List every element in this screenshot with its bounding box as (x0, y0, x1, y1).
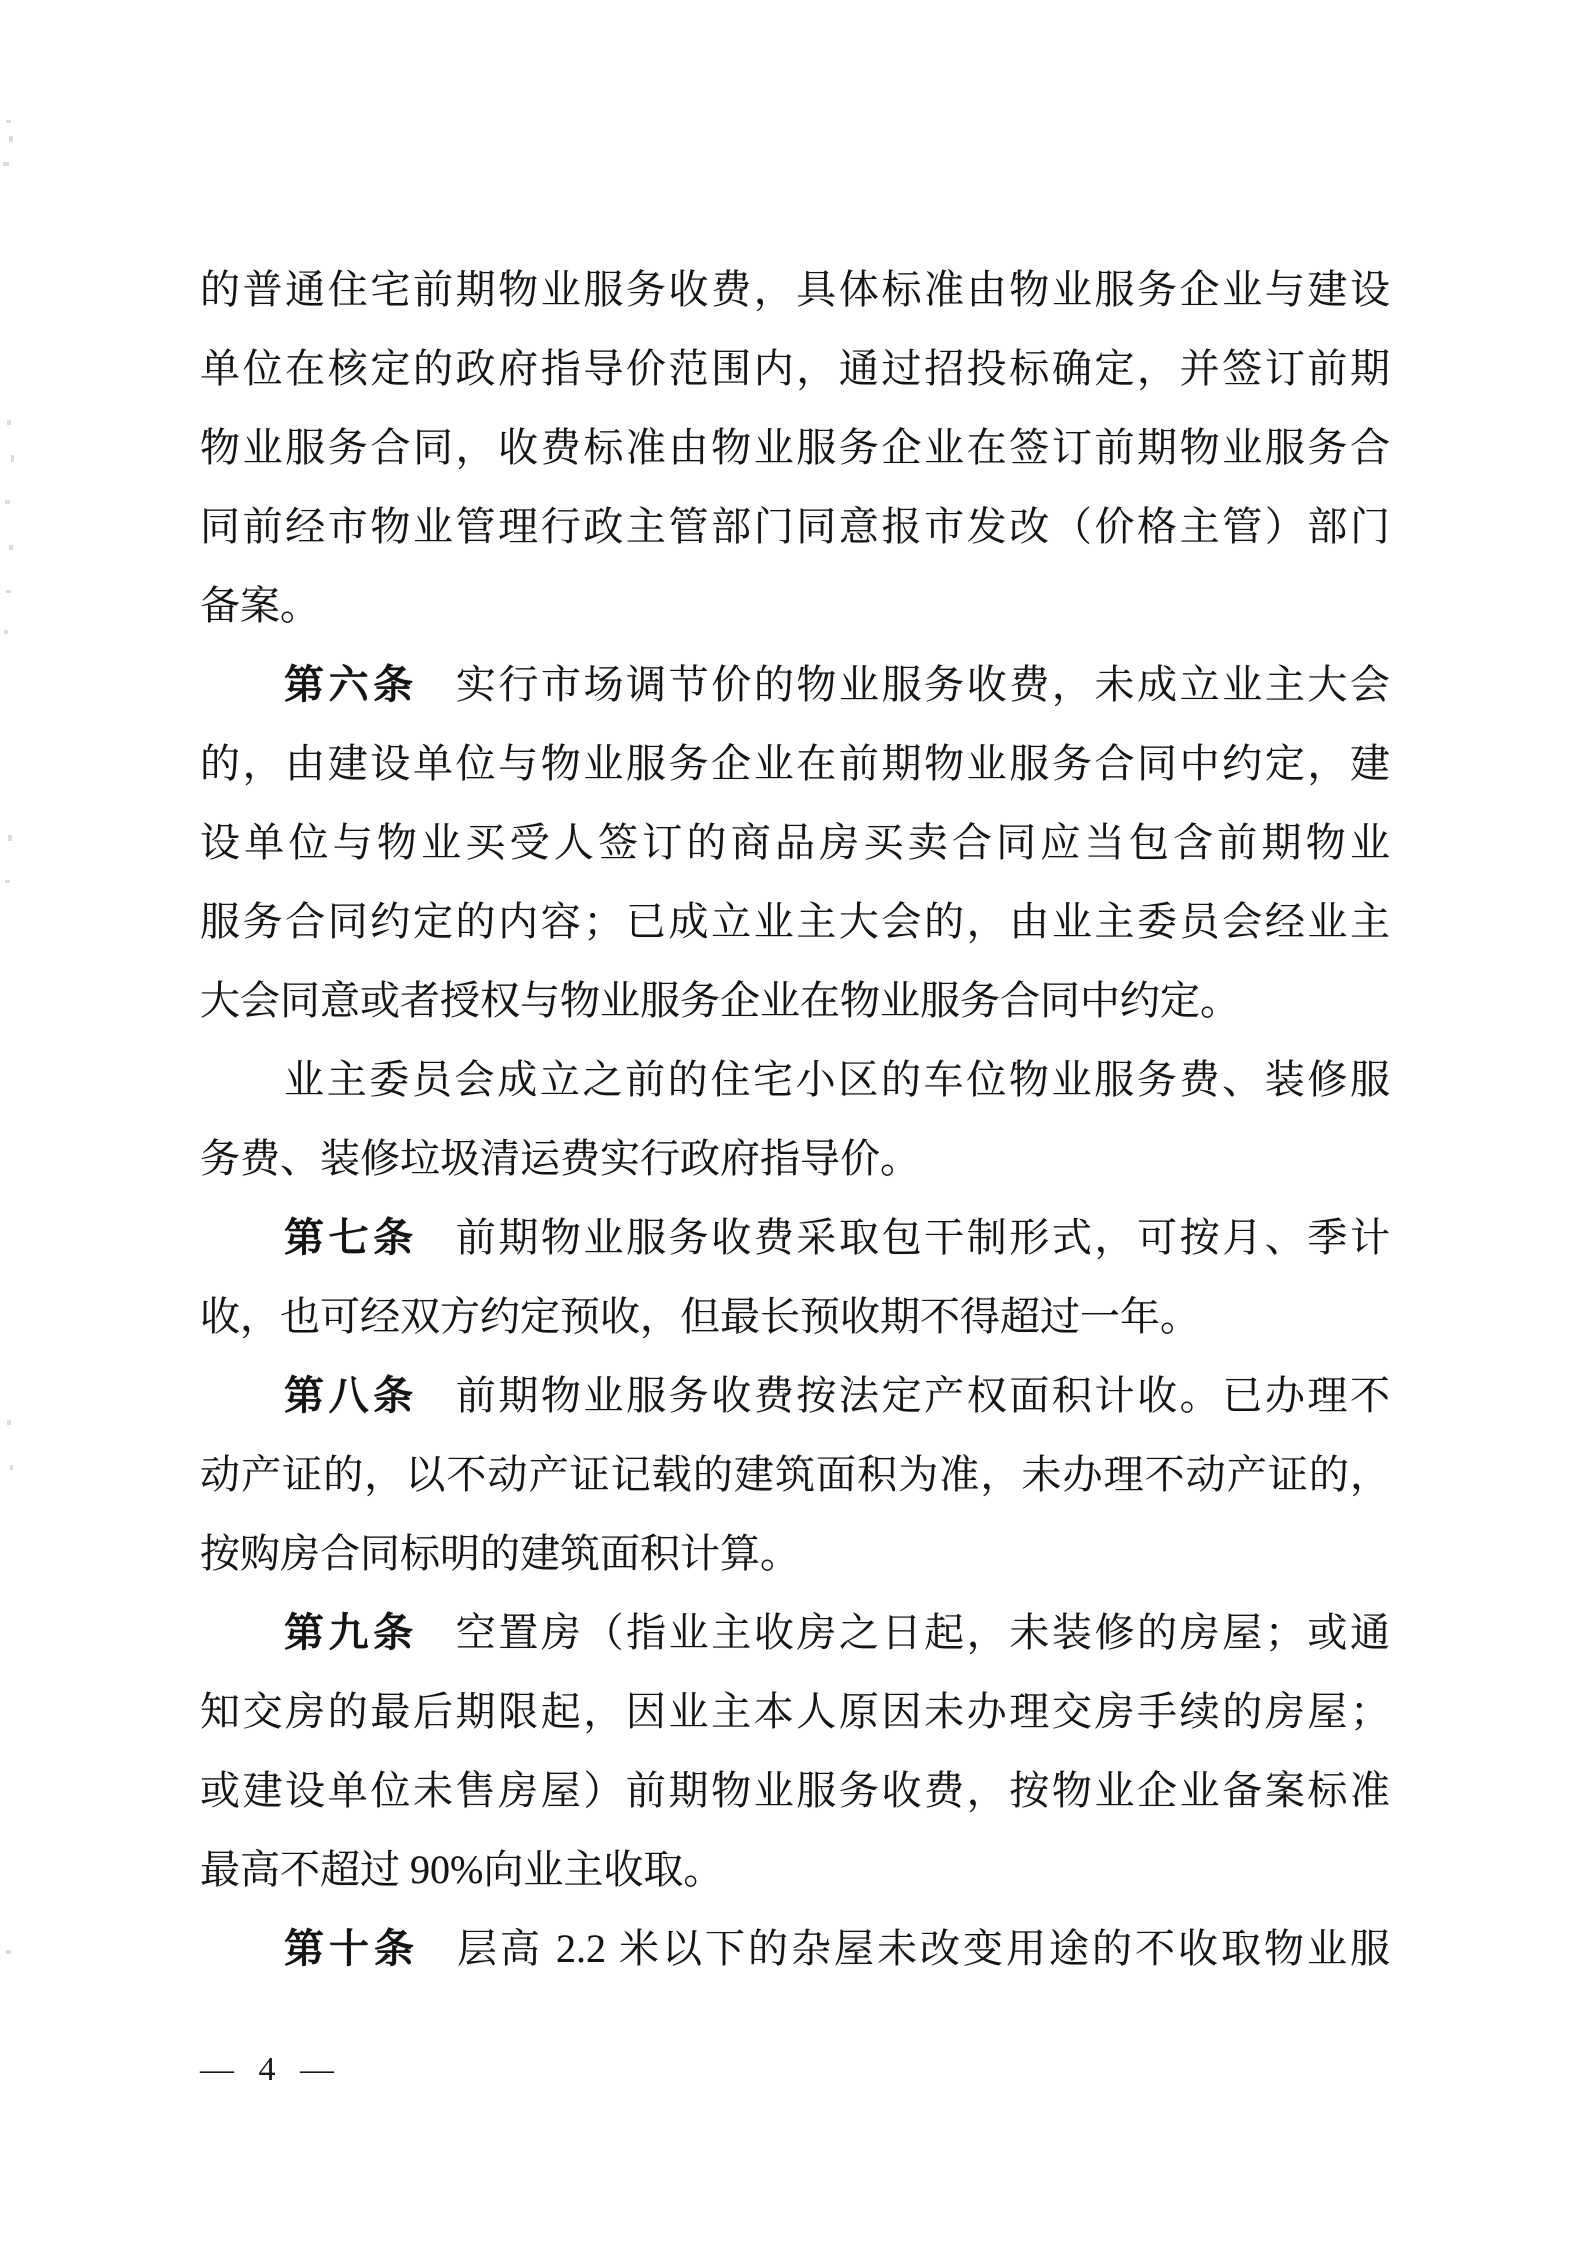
scan-speck (8, 835, 12, 841)
text-line (200, 1593, 1390, 1672)
line-text: 单位在核定的政府指导价范围内，通过招投标确定，并签订前期 (200, 346, 1390, 391)
text-line (200, 961, 1390, 1040)
text-line (200, 250, 1390, 329)
text-line (200, 487, 1390, 566)
line-text: 收，也可经双方约定预收，但最长预收期不得超过一年。 (200, 1294, 1200, 1339)
line-text: 实行市场调节价的物业服务收费，未成立业主大会 (455, 662, 1390, 707)
article-number-label: 第九条 (284, 1611, 418, 1655)
text-line (200, 1909, 1390, 1988)
scan-speck (6, 590, 11, 593)
article-number-label: 第七条 (284, 1216, 418, 1260)
line-text: 最高不超过 90%向业主收取。 (200, 1847, 724, 1892)
scan-speck (6, 120, 11, 123)
page-number-footer: — 4 — (200, 2051, 342, 2088)
text-line (200, 408, 1390, 487)
text-line (200, 882, 1390, 961)
line-text: 务费、装修垃圾清运费实行政府指导价。 (200, 1136, 920, 1181)
scan-speck (3, 162, 9, 166)
line-text: 动产证的，以不动产证记载的建筑面积为准，未办理不动产证的， (200, 1452, 1390, 1497)
text-line (200, 803, 1390, 882)
scan-speck (11, 455, 14, 462)
text-line (200, 1830, 1390, 1909)
scan-speck (4, 630, 8, 634)
line-text: 物业服务合同，收费标准由物业服务企业在签订前期物业服务合 (200, 425, 1390, 470)
text-line (200, 1672, 1390, 1751)
text-line (200, 724, 1390, 803)
text-line (200, 329, 1390, 408)
line-text: 业主委员会成立之前的住宅小区的车位物业服务费、装修服 (284, 1057, 1390, 1102)
scan-speck (10, 1465, 13, 1470)
line-text: 的，由建设单位与物业服务企业在前期物业服务合同中约定，建 (200, 741, 1390, 786)
text-line (200, 1198, 1390, 1277)
scan-speck (7, 420, 11, 425)
text-line (200, 1514, 1390, 1593)
document-body (200, 250, 1390, 1988)
text-line (200, 1119, 1390, 1198)
line-text: 前期物业服务收费采取包干制形式，可按月、季计 (455, 1215, 1390, 1260)
line-text: 服务合同约定的内容；已成立业主大会的，由业主委员会经业主 (200, 899, 1390, 944)
article-number-label: 第六条 (284, 663, 418, 707)
scan-speck (7, 1420, 11, 1425)
scan-speck (9, 136, 13, 142)
line-text: 知交房的最后期限起，因业主本人原因未办理交房手续的房屋； (200, 1689, 1390, 1734)
text-line (200, 566, 1390, 645)
line-text: 大会同意或者授权与物业服务企业在物业服务合同中约定。 (200, 978, 1240, 1023)
line-text: 按购房合同标明的建筑面积计算。 (200, 1531, 800, 1576)
text-line (200, 1751, 1390, 1830)
line-text: 空置房（指业主收房之日起，未装修的房屋；或通 (455, 1610, 1390, 1655)
line-text: 层高 2.2 米以下的杂屋未改变用途的不收取物业服 (457, 1926, 1390, 1971)
text-line (200, 645, 1390, 724)
scan-speck (9, 545, 13, 550)
article-number-label: 第八条 (284, 1374, 418, 1418)
article-number-label: 第十条 (284, 1927, 419, 1971)
scan-speck (6, 1950, 11, 1954)
text-line (200, 1435, 1390, 1514)
scan-speck (5, 500, 10, 504)
line-text: 前期物业服务收费按法定产权面积计收。已办理不 (455, 1373, 1390, 1418)
text-line (200, 1040, 1390, 1119)
line-text: 备案。 (200, 583, 320, 628)
line-text: 同前经市物业管理行政主管部门同意报市发改（价格主管）部门 (200, 504, 1390, 549)
line-text: 或建设单位未售房屋）前期物业服务收费，按物业企业备案标准 (200, 1768, 1390, 1813)
line-text: 的普通住宅前期物业服务收费，具体标准由物业服务企业与建设 (200, 267, 1390, 312)
line-text: 设单位与物业买受人签订的商品房买卖合同应当包含前期物业 (200, 820, 1390, 865)
scan-speck (5, 880, 10, 883)
text-line (200, 1277, 1390, 1356)
text-line (200, 1356, 1390, 1435)
